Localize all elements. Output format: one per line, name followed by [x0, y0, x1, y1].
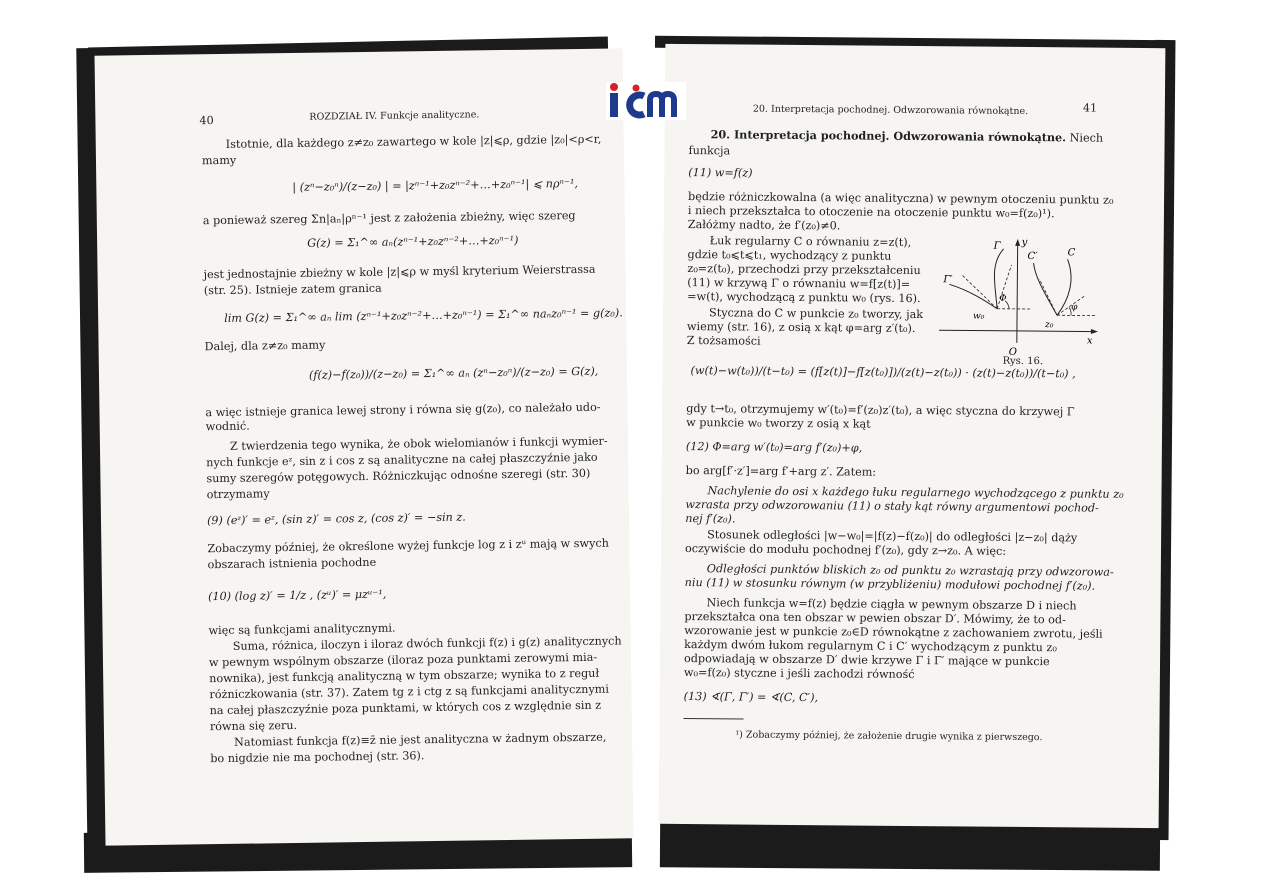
theorem-line: niu (11) w stosunku równym (w przybliżeniu) modułowi pochodnej f′(z₀). [684, 576, 1096, 593]
fig-label-phi-cap: Φ [999, 293, 1007, 304]
right-equation: (13) ∢(Γ, Γ′) = ∢(C, C′), [683, 690, 819, 705]
theorem-line: Nachylenie do osi x każdego łuku regularnego wychodzącego z punktu z₀ [707, 484, 1124, 501]
right-line: Łuk regularny C o równaniu z=z(t), [709, 234, 912, 249]
left-line: (str. 25). Istnieje zatem granica [203, 281, 382, 298]
left-equation: (10) (log z)′ = 1/z , (zᵘ)′ = μzᵘ⁻¹, [207, 587, 387, 604]
fig-label-gamma-prime: Γ′ [943, 274, 953, 286]
right-line: wzorowanie jest w punkcie z₀∈D równokątne z zachowaniem zwrotu, jeśli [684, 624, 1103, 641]
footnote: ¹) Zobaczymy później, że założenie drugie wynika z pierwszego. [735, 729, 1043, 744]
right-equation: (w(t)−w(t₀))/(t−t₀) = (f[z(t)]−f[z(t₀)])/(z(t)−z(t₀)) · (z(t)−z(t₀))/(t−t₀) , [690, 364, 1076, 381]
right-line: (11) w krzywą Γ o równaniu w=f[z(t)]= [687, 276, 911, 291]
left-line: nych funkcje eᶻ, sin z i cos z są analityczne na całej płaszczyźnie jako [206, 450, 598, 470]
right-running-header: 20. Interpretacja pochodnej. Odwzorowania równokątne. [752, 103, 1029, 118]
right-page [659, 44, 1166, 828]
left-line: Natomiast funkcja f(z)≡z̄ nie jest analityczna w żadnym obszarze, [234, 730, 607, 749]
right-line: wiemy (str. 16), z osią x kąt φ=arg z′(t₀). [686, 320, 916, 336]
left-line: jest jednostajnie zbieżny w kole |z|⩽ρ w myśl kryterium Weierstrassa [203, 262, 596, 282]
left-line: Istotnie, dla każdego z≠z₀ zawartego w kole |z|⩽ρ, gdzie |z₀|<ρ<r, [225, 132, 602, 151]
fig-label-c: C [1067, 247, 1076, 259]
right-line: w punkcie w₀ tworzy z osią x kąt [686, 416, 871, 431]
fig-label-z0: z₀ [1044, 320, 1054, 331]
fig-label-origin: O [1008, 346, 1017, 358]
theorem-line: Odległości punktów bliskich z₀ od punktu z₀ wzrastają przy odwzorowa- [706, 562, 1114, 579]
fig-label-x: x [1086, 335, 1093, 347]
right-line: z₀=z(t₀), przechodzi przy przekształceniu [687, 262, 921, 278]
right-equation: (12) Φ=arg w′(t₀)=arg f′(z₀)+φ, [685, 440, 863, 455]
right-line: Załóżmy nadto, że f′(z₀)≠0. [687, 218, 841, 233]
left-line: więc są funkcjami analitycznymi. [208, 621, 396, 638]
section-title-rest: Niech [1069, 131, 1104, 145]
icm-logo [606, 82, 686, 120]
theorem-line: nej f′(z₀). [685, 512, 736, 526]
figure-caption: Rys. 16. [1002, 355, 1044, 368]
section-title: 20. Interpretacja pochodnej. Odwzorowania równokątne. [710, 127, 1067, 145]
left-line: a ponieważ szereg Σn|aₙ|ρⁿ⁻¹ jest z założenia zbieżny, więc szereg [202, 209, 576, 228]
right-line: Niech funkcja w=f(z) będzie ciągła w pewnym obszarze D i niech [706, 596, 1077, 613]
left-line: na całej płaszczyźnie poza punktami, w których cos z względnie sin z [209, 698, 602, 718]
left-line: różniczkowania (str. 37). Zatem tg z i ctg z są funkcjami analitycznymi [209, 682, 610, 702]
left-line: Zobaczymy później, że określone wyżej funkcje log z i zᵘ mają w swych [207, 536, 609, 556]
left-page-number: 40 [199, 114, 214, 128]
left-equation: lim G(z) = Σ₁^∞ aₙ lim (zⁿ⁻¹+z₀zⁿ⁻²+…+z₀ⁿ⁻¹) = Σ₁^∞ naₙz₀ⁿ⁻¹ = g(z₀). [224, 306, 623, 325]
fig-label-y: y [1021, 236, 1028, 248]
right-line: będzie różniczkowalna (a więc analityczna) w pewnym otoczeniu punktu z₀ [688, 190, 1114, 207]
right-line: =w(t), wychodzącą z punktu w₀ (rys. 16). [687, 290, 921, 306]
left-line: nownika), jest funkcją analityczną w tym obszarze; wynika to z reguł [209, 666, 600, 686]
left-equation: | (zⁿ−z₀ⁿ)/(z−z₀) | = |zⁿ⁻¹+z₀zⁿ⁻²+…+z₀ⁿ⁻¹| ⩽ nρⁿ⁻¹, [292, 176, 579, 194]
left-line: otrzymamy [206, 487, 270, 502]
left-page [95, 48, 634, 845]
left-line: Dalej, dla z≠z₀ mamy [204, 338, 326, 354]
fig-label-c-prime: C′ [1027, 251, 1038, 263]
right-line: każdym dwóm łukom regularnym C i C′ wychodzącym z punktu z₀ [684, 638, 1057, 655]
right-line: oczywiście do modułu pochodnej f′(z₀), gdy z→z₀. A więc: [684, 542, 1007, 558]
left-running-header: ROZDZIAŁ IV. Funkcje analityczne. [309, 109, 480, 123]
right-line: Styczna do C w punkcie z₀ tworzy, jak [709, 306, 924, 322]
left-line: w pewnym wspólnym obszarze (iloraz poza punktami zerowymi mia- [208, 650, 598, 670]
fig-label-w0: w₀ [973, 311, 985, 322]
fig-label-gamma: Γ [993, 240, 1001, 252]
theorem-line: wzrasta przy odwzorowaniu (11) o stały kąt równy argumentowi pochod- [685, 498, 1099, 515]
right-line: w₀=f(z₀) styczne i jeśli zachodzi równość [683, 666, 915, 682]
figure-rys-16 [939, 234, 1100, 365]
right-line: funkcja [688, 144, 731, 158]
left-equation: (9) (eᶻ)′ = eᶻ, (sin z)′ = cos z, (cos z)′ = −sin z. [206, 510, 466, 528]
right-line: gdy t→t₀, otrzymujemy w′(t₀)=f′(z₀)z′(t₀), a więc styczna do krzywej Γ [686, 402, 1075, 419]
left-line: obszarach istnienia pochodne [207, 555, 377, 572]
left-equation: G(z) = Σ₁^∞ aₙ(zⁿ⁻¹+z₀zⁿ⁻²+…+z₀ⁿ⁻¹) [307, 233, 519, 250]
footnote-rule [684, 718, 744, 720]
left-line: Suma, różnica, iloczyn i iloraz dwóch funkcji f(z) i g(z) analitycznych [232, 634, 622, 653]
right-bottom-edge [660, 823, 1160, 870]
right-line: odpowiadają w obszarze D′ dwie krzywe Γ i Γ′ mające w punkcie [683, 652, 1050, 669]
left-equation: (f(z)−f(z₀))/(z−z₀) = Σ₁^∞ aₙ (zⁿ−z₀ⁿ)/(z−z₀) = G(z), [308, 364, 599, 382]
fig-label-phi: φ [1071, 302, 1078, 313]
right-line: przekształca ona ten obszar w pewien obszar D′. Mówimy, że to od- [684, 610, 1066, 627]
left-line: bo nigdzie nie ma pochodnej (str. 36). [210, 749, 425, 766]
section-heading [711, 128, 1104, 145]
right-line: i niech przekształca to otoczenie na otoczenie punktu w₀=f(z₀)¹). [687, 204, 1055, 221]
right-page-number: 41 [1082, 101, 1098, 115]
left-line: wodnić. [205, 419, 250, 434]
left-line: a więc istnieje granica lewej strony i równa się g(z₀), co należało udo- [205, 400, 601, 420]
left-line: Z twierdzenia tego wynika, że obok wielomianów i funkcji wymier- [229, 434, 608, 453]
left-line: sumy szeregów potęgowych. Różniczkując odnośne szeregi (str. 30) [206, 466, 591, 486]
right-line: Stosunek odległości |w−w₀|=|f(z)−f(z₀)| do odległości |z−z₀| dąży [707, 528, 1078, 545]
right-line: gdzie t₀⩽t⩽t₁, wychodzący z punktu [687, 248, 892, 263]
right-line: Z tożsamości [686, 334, 761, 348]
left-line: równa się zeru. [209, 718, 298, 734]
right-line: bo arg[f′·z′]=arg f′+arg z′. Zatem: [685, 464, 877, 479]
right-equation: (11) w=f(z) [688, 166, 753, 180]
left-line: mamy [201, 153, 237, 168]
